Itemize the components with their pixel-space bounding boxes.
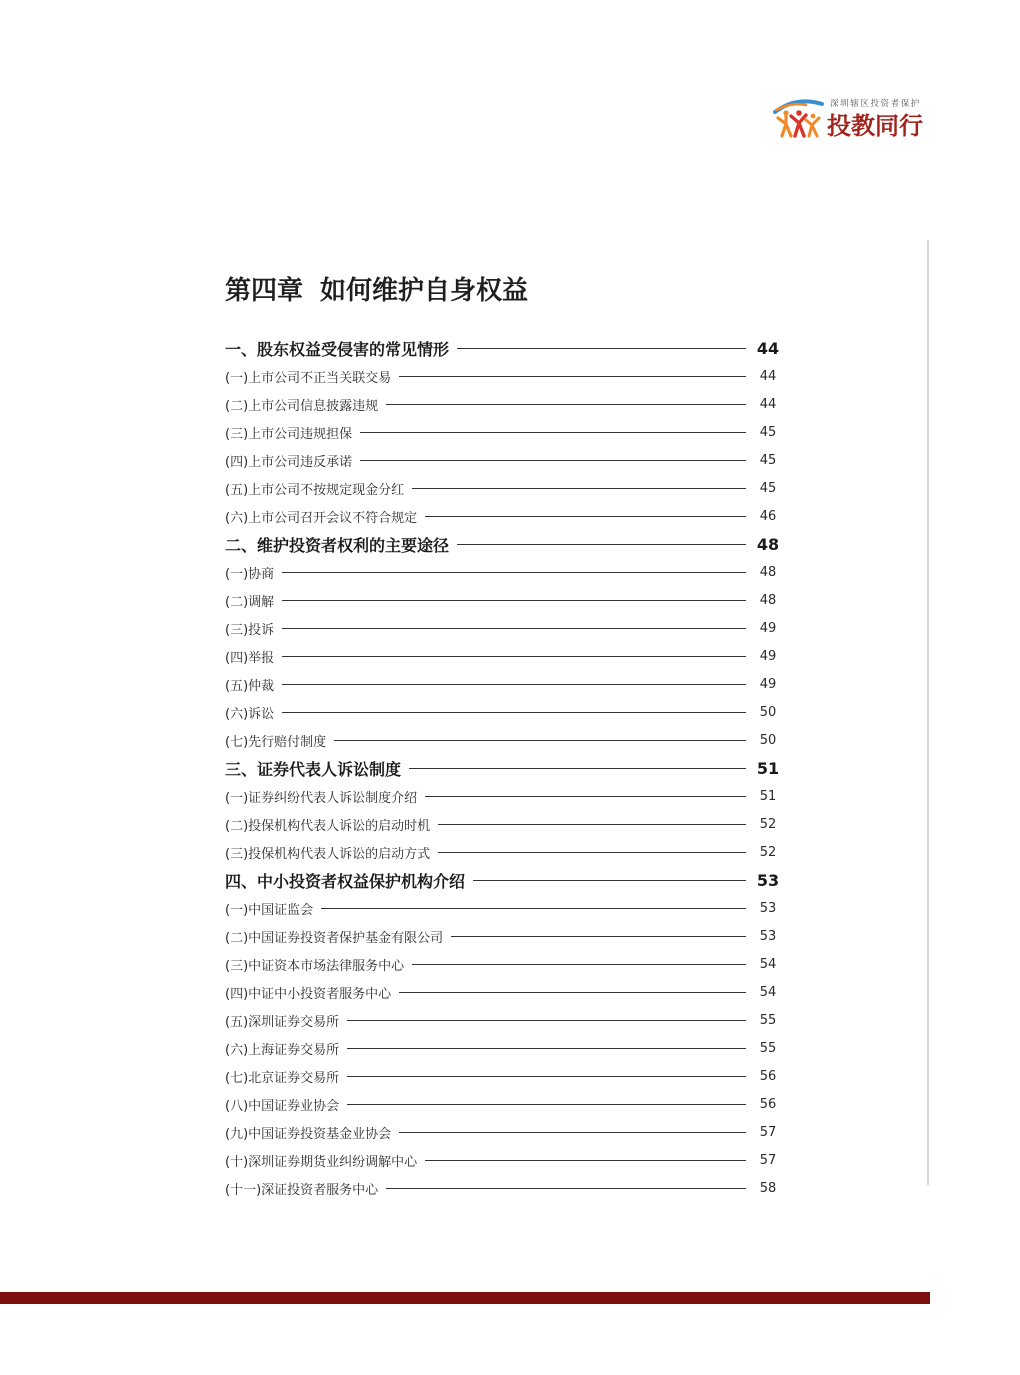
toc-entry-title: (六)上海证券交易所 — [225, 1042, 340, 1058]
toc-subsection-entry — [225, 418, 790, 446]
toc-leader-line — [321, 908, 746, 909]
toc-page-number: 49 — [759, 620, 777, 636]
toc-leader-line — [451, 936, 746, 937]
toc-page-number: 52 — [759, 816, 777, 832]
toc-leader-line — [438, 824, 746, 825]
toc-entry-title: 三、证券代表人诉讼制度 — [225, 759, 402, 779]
toc-leader-line — [347, 1020, 746, 1021]
toc-entry-title: (二)上市公司信息披露违规 — [225, 398, 379, 414]
toc-page-number: 51 — [756, 758, 780, 778]
toc-subsection-entry — [225, 1174, 790, 1202]
toc-page-number: 53 — [759, 928, 777, 944]
toc-page-number: 44 — [759, 368, 777, 384]
toc-subsection-entry — [225, 614, 790, 642]
toc-page-number: 48 — [759, 592, 777, 608]
toc-page-number: 57 — [759, 1152, 777, 1168]
right-margin-rule — [927, 240, 929, 1185]
toc-page-number: 55 — [759, 1040, 777, 1056]
toc-page-number: 44 — [759, 396, 777, 412]
toc-page-number: 49 — [759, 676, 777, 692]
toc-subsection-entry — [225, 782, 790, 810]
logo-organization-text: 深圳辖区投资者保护 — [830, 99, 921, 109]
toc-entry-title: (一)上市公司不正当关联交易 — [225, 370, 392, 386]
toc-page-number: 45 — [759, 480, 777, 496]
toc-leader-line — [347, 1048, 746, 1049]
toc-leader-line — [282, 628, 746, 629]
table-of-contents — [225, 334, 790, 1202]
toc-entry-title: (七)先行赔付制度 — [225, 734, 327, 750]
toc-subsection-entry — [225, 1118, 790, 1146]
toc-page-number: 58 — [759, 1180, 777, 1196]
toc-leader-line — [412, 964, 746, 965]
toc-leader-line — [457, 544, 746, 545]
toc-entry-title: (三)上市公司违规担保 — [225, 426, 353, 442]
toc-page-number: 54 — [759, 956, 777, 972]
toc-page-number: 53 — [759, 900, 777, 916]
toc-page-number: 50 — [759, 704, 777, 720]
toc-entry-title: (六)诉讼 — [225, 706, 275, 722]
toc-entry-title: (三)中证资本市场法律服务中心 — [225, 958, 405, 974]
toc-entry-title: (二)中国证券投资者保护基金有限公司 — [225, 930, 444, 946]
toc-entry-title: (四)中证中小投资者服务中心 — [225, 986, 392, 1002]
toc-page-number: 48 — [759, 564, 777, 580]
toc-page-number: 45 — [759, 424, 777, 440]
toc-page-number: 44 — [756, 338, 780, 358]
toc-subsection-entry — [225, 1146, 790, 1174]
toc-subsection-entry — [225, 978, 790, 1006]
logo — [772, 94, 932, 138]
toc-entry-title: (一)中国证监会 — [225, 902, 314, 918]
toc-entry-title: (五)深圳证券交易所 — [225, 1014, 340, 1030]
toc-page-number: 55 — [759, 1012, 777, 1028]
toc-leader-line — [360, 460, 746, 461]
toc-subsection-entry — [225, 922, 790, 950]
toc-entry-title: 一、股东权益受侵害的常见情形 — [225, 339, 450, 359]
toc-subsection-entry — [225, 390, 790, 418]
toc-entry-title: (六)上市公司召开会议不符合规定 — [225, 510, 418, 526]
toc-leader-line — [360, 432, 746, 433]
toc-section-entry — [225, 530, 790, 558]
toc-entry-title: (四)上市公司违反承诺 — [225, 454, 353, 470]
toc-subsection-entry — [225, 950, 790, 978]
toc-entry-title: (十)深圳证券期货业纠纷调解中心 — [225, 1154, 418, 1170]
toc-entry-title: (十一)深证投资者服务中心 — [225, 1182, 379, 1198]
toc-entry-title: (一)协商 — [225, 566, 275, 582]
toc-entry-title: (九)中国证券投资基金业协会 — [225, 1126, 392, 1142]
toc-entry-title: (五)仲裁 — [225, 678, 275, 694]
toc-subsection-entry — [225, 1034, 790, 1062]
chapter-title: 第四章 如何维护自身权益 — [225, 276, 529, 306]
toc-leader-line — [399, 992, 746, 993]
investor-figures-icon — [772, 96, 826, 138]
toc-leader-line — [282, 712, 746, 713]
toc-leader-line — [425, 516, 746, 517]
toc-leader-line — [386, 1188, 746, 1189]
toc-leader-line — [334, 740, 746, 741]
toc-entry-title: (三)投诉 — [225, 622, 275, 638]
toc-subsection-entry — [225, 698, 790, 726]
toc-leader-line — [473, 880, 746, 881]
toc-subsection-entry — [225, 586, 790, 614]
toc-leader-line — [409, 768, 746, 769]
toc-section-entry — [225, 866, 790, 894]
toc-entry-title: 四、中小投资者权益保护机构介绍 — [225, 871, 466, 891]
bottom-accent-bar — [0, 1292, 930, 1304]
toc-subsection-entry — [225, 1062, 790, 1090]
toc-entry-title: (二)投保机构代表人诉讼的启动时机 — [225, 818, 431, 834]
toc-leader-line — [438, 852, 746, 853]
toc-leader-line — [282, 684, 746, 685]
toc-entry-title: (八)中国证券业协会 — [225, 1098, 340, 1114]
toc-subsection-entry — [225, 474, 790, 502]
toc-section-entry — [225, 754, 790, 782]
toc-leader-line — [457, 348, 746, 349]
toc-entry-title: (三)投保机构代表人诉讼的启动方式 — [225, 846, 431, 862]
toc-page-number: 48 — [756, 534, 780, 554]
toc-subsection-entry — [225, 502, 790, 530]
toc-page-number: 45 — [759, 452, 777, 468]
toc-leader-line — [425, 796, 746, 797]
toc-subsection-entry — [225, 446, 790, 474]
toc-subsection-entry — [225, 1090, 790, 1118]
toc-leader-line — [412, 488, 746, 489]
toc-page-number: 53 — [756, 870, 780, 890]
toc-page-number: 57 — [759, 1124, 777, 1140]
toc-entry-title: (四)举报 — [225, 650, 275, 666]
toc-subsection-entry — [225, 362, 790, 390]
toc-entry-title: (二)调解 — [225, 594, 275, 610]
toc-subsection-entry — [225, 670, 790, 698]
toc-page-number: 51 — [759, 788, 777, 804]
toc-entry-title: (七)北京证券交易所 — [225, 1070, 340, 1086]
toc-leader-line — [347, 1076, 746, 1077]
toc-page-number: 56 — [759, 1068, 777, 1084]
toc-page-number: 49 — [759, 648, 777, 664]
toc-page-number: 46 — [759, 508, 777, 524]
toc-page-number: 50 — [759, 732, 777, 748]
toc-subsection-entry — [225, 894, 790, 922]
toc-page-number: 52 — [759, 844, 777, 860]
toc-leader-line — [425, 1160, 746, 1161]
toc-page-number: 54 — [759, 984, 777, 1000]
toc-subsection-entry — [225, 810, 790, 838]
toc-leader-line — [399, 376, 746, 377]
toc-leader-line — [347, 1104, 746, 1105]
toc-subsection-entry — [225, 838, 790, 866]
toc-subsection-entry — [225, 642, 790, 670]
logo-name-text: 投教同行 — [827, 112, 923, 140]
toc-subsection-entry — [225, 1006, 790, 1034]
toc-leader-line — [282, 572, 746, 573]
toc-entry-title: 二、维护投资者权利的主要途径 — [225, 535, 450, 555]
toc-leader-line — [282, 600, 746, 601]
toc-leader-line — [399, 1132, 746, 1133]
toc-subsection-entry — [225, 726, 790, 754]
toc-leader-line — [386, 404, 746, 405]
toc-entry-title: (五)上市公司不按规定现金分红 — [225, 482, 405, 498]
toc-page-number: 56 — [759, 1096, 777, 1112]
toc-subsection-entry — [225, 558, 790, 586]
toc-entry-title: (一)证券纠纷代表人诉讼制度介绍 — [225, 790, 418, 806]
toc-leader-line — [282, 656, 746, 657]
toc-section-entry — [225, 334, 790, 362]
